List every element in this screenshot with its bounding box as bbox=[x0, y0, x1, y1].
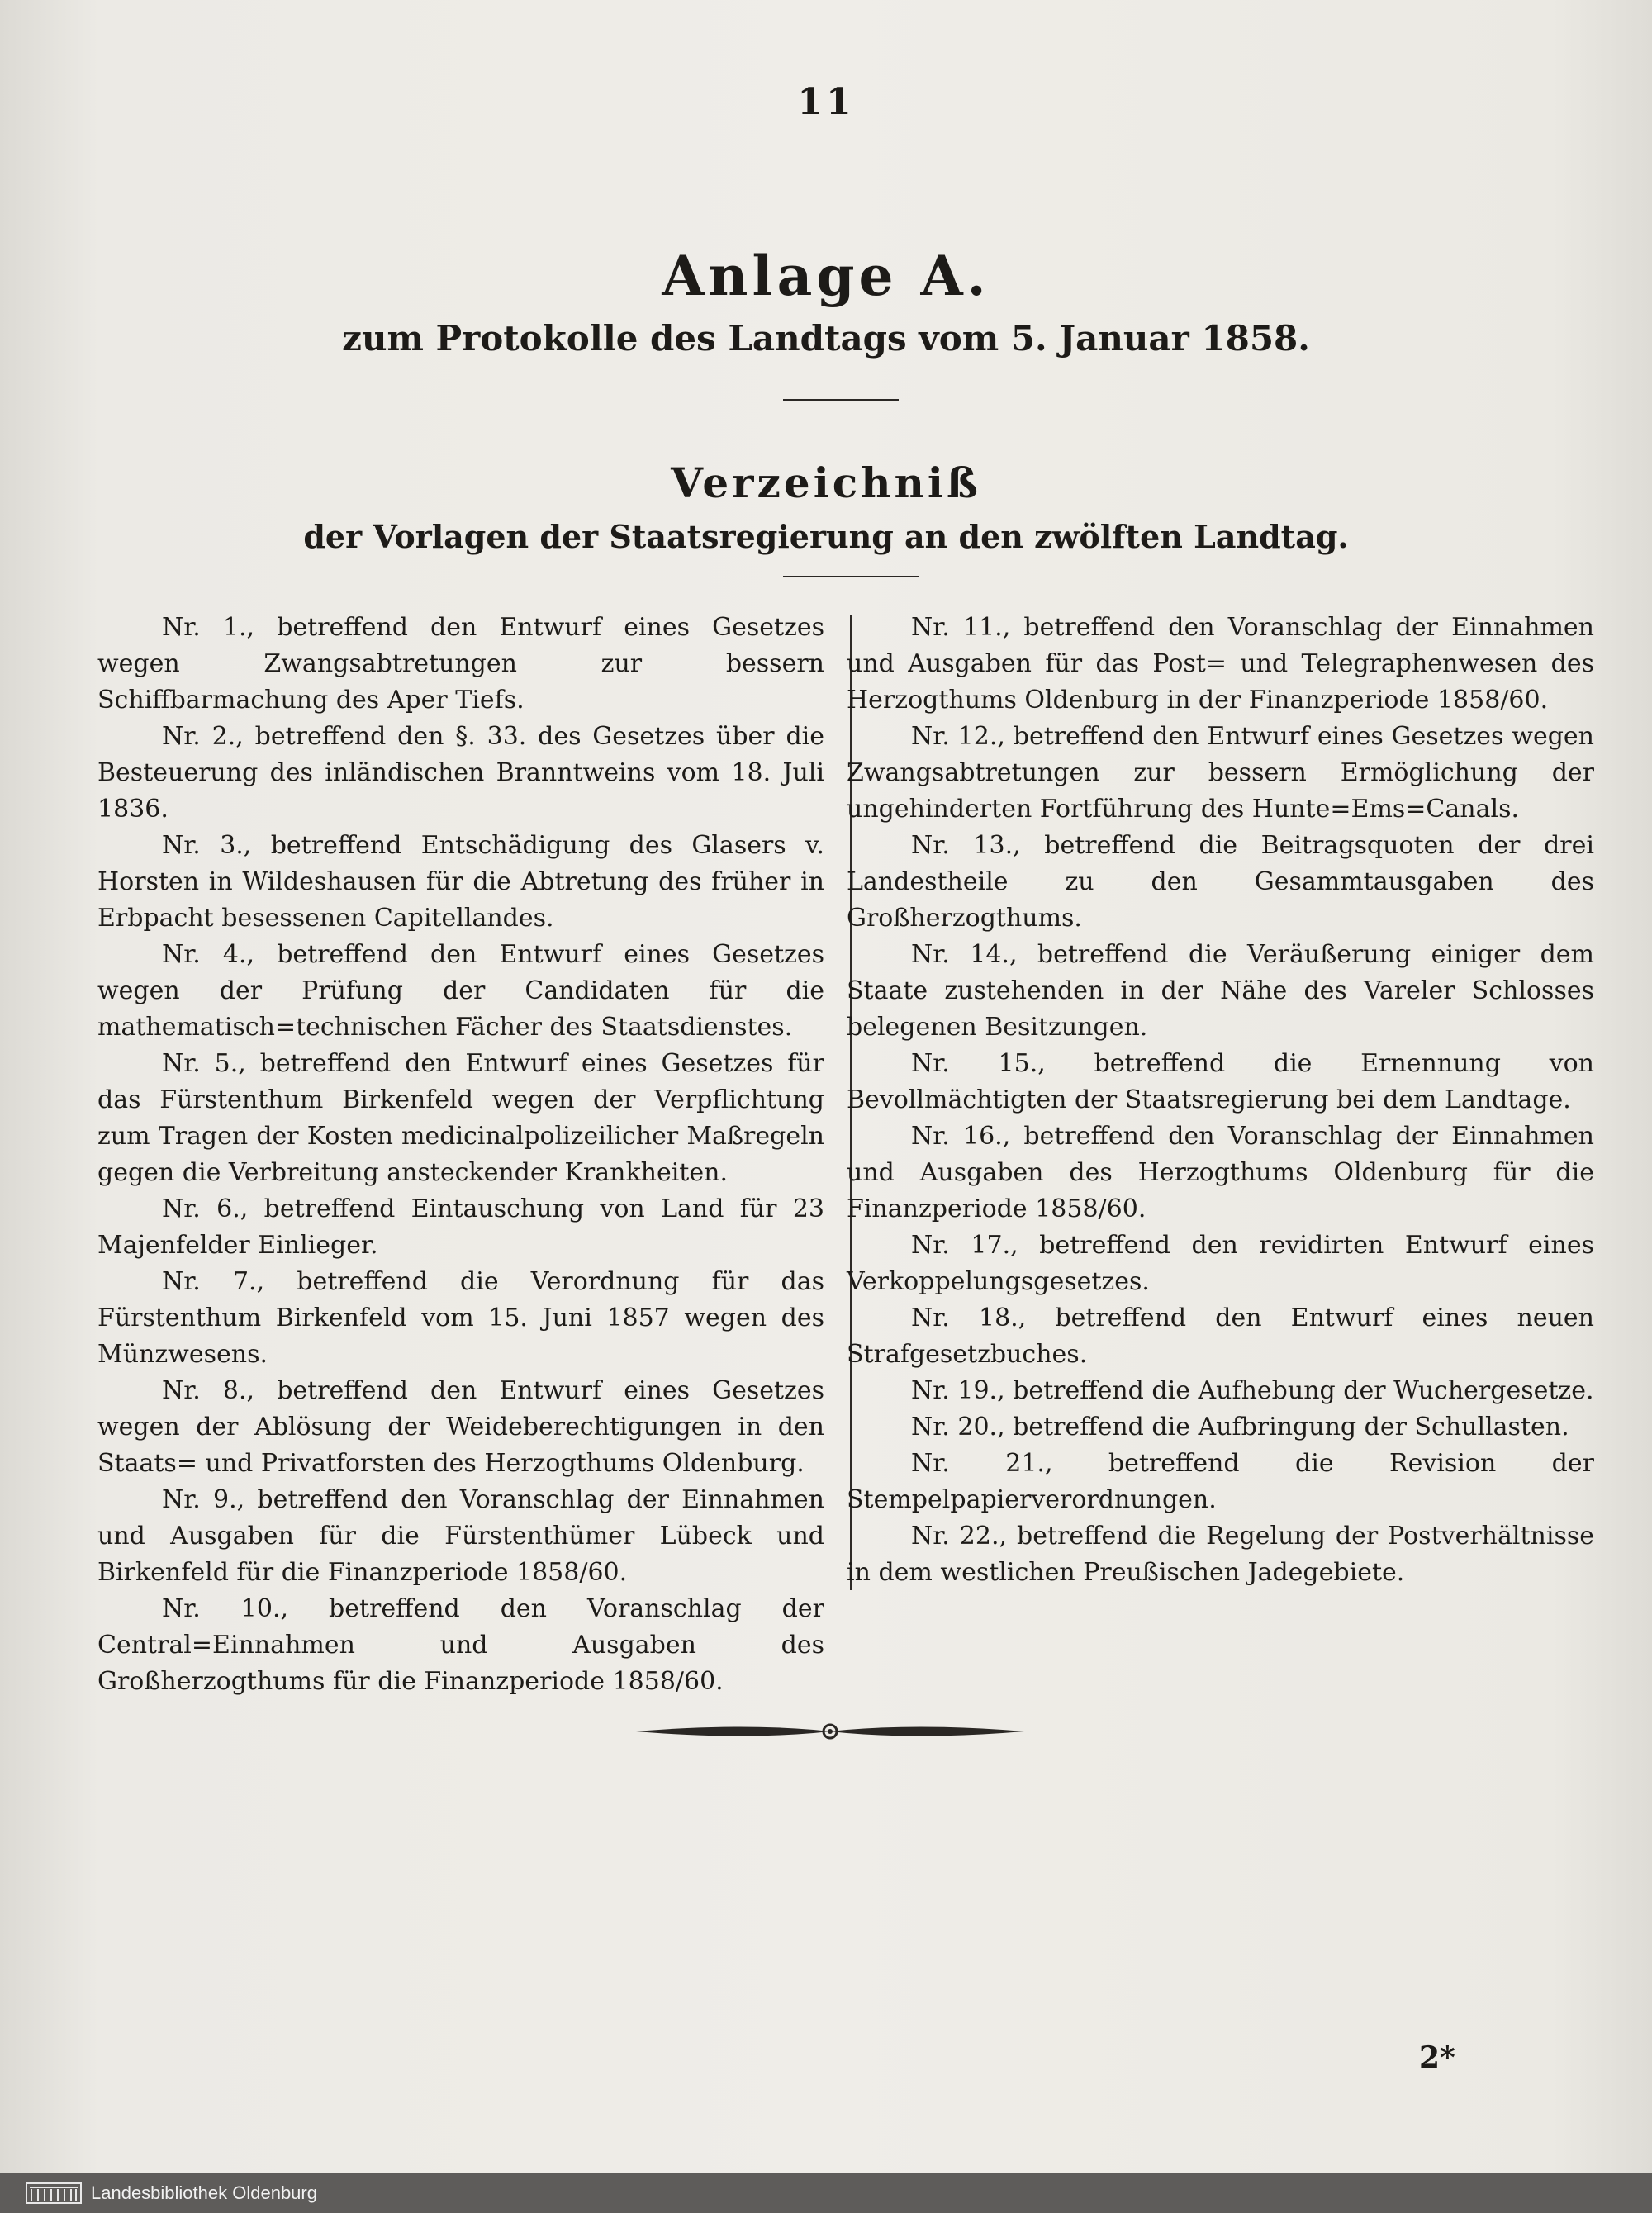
item-text: betreffend die Ernennung von Bevollmächtigten der Staatsregierung bei dem Landtage. bbox=[847, 1049, 1594, 1114]
right-column bbox=[847, 610, 1594, 1591]
item-number: Nr. 22., bbox=[911, 1522, 1008, 1551]
list-item bbox=[847, 1046, 1594, 1118]
item-number: Nr. 17., bbox=[911, 1231, 1018, 1260]
list-item bbox=[97, 1046, 824, 1191]
item-number: Nr. 14., bbox=[911, 940, 1018, 969]
ornament-divider-icon bbox=[636, 1720, 1024, 1743]
list-item bbox=[97, 937, 824, 1046]
left-column bbox=[97, 610, 824, 1700]
list-subheading: der Vorlagen der Staatsregierung an den zwölften Landtag. bbox=[303, 518, 1349, 555]
list-item bbox=[97, 828, 824, 937]
item-number: Nr. 18., bbox=[911, 1304, 1027, 1332]
list-item bbox=[847, 828, 1594, 937]
item-number: Nr. 2., bbox=[162, 722, 244, 751]
library-label: Landesbibliothek Oldenburg bbox=[91, 2182, 317, 2203]
item-number: Nr. 1., bbox=[162, 613, 255, 642]
page-number: 11 bbox=[797, 81, 855, 123]
list-item bbox=[847, 719, 1594, 828]
item-text: betreffend den Entwurf eines neuen Strafgesetzbuches. bbox=[847, 1304, 1594, 1369]
list-heading: Verzeichniß bbox=[671, 458, 981, 507]
item-number: Nr. 10., bbox=[162, 1594, 289, 1623]
item-text: betreffend den revidirten Entwurf eines Verkoppelungsgesetzes. bbox=[847, 1231, 1594, 1296]
item-text: betreffend den Entwurf eines Gesetzes wegen Zwangsabtretungen zur bessern Schiffbarmachung des Aper Tiefs. bbox=[97, 613, 824, 715]
item-text: betreffend den Entwurf eines Gesetzes wegen der Ablösung der Weideberechtigungen in den Staats= und Privatforsten des Herzogthums Oldenburg. bbox=[97, 1376, 824, 1478]
list-item bbox=[847, 1300, 1594, 1373]
item-number: Nr. 3., bbox=[162, 831, 252, 860]
item-number: Nr. 9., bbox=[162, 1485, 245, 1514]
item-text: betreffend die Beitragsquoten der drei Landestheile zu den Gesammtausgaben des Großherzogthums. bbox=[847, 831, 1594, 933]
item-number: Nr. 21., bbox=[911, 1449, 1053, 1478]
list-item bbox=[97, 610, 824, 719]
item-text: betreffend die Veräußerung einiger dem Staate zustehenden in der Nähe des Vareler Schlosses belegenen Besitzungen. bbox=[847, 940, 1594, 1042]
item-number: Nr. 7., bbox=[162, 1267, 265, 1296]
list-item bbox=[847, 1373, 1594, 1409]
list-item bbox=[847, 937, 1594, 1046]
list-item bbox=[847, 1118, 1594, 1228]
item-number: Nr. 4., bbox=[162, 940, 255, 969]
list-item bbox=[97, 1591, 824, 1700]
list-item bbox=[97, 1191, 824, 1264]
list-item bbox=[97, 719, 824, 828]
annex-subtitle: zum Protokolle des Landtags vom 5. Januar 1858. bbox=[342, 318, 1310, 359]
item-number: Nr. 15., bbox=[911, 1049, 1046, 1078]
item-text: betreffend den Voranschlag der Einnahmen und Ausgaben des Herzogthums Oldenburg für die Finanzperiode 1858/60. bbox=[847, 1122, 1594, 1223]
list-item bbox=[97, 1482, 824, 1591]
item-text: betreffend den §. 33. des Gesetzes über die Besteuerung des inländischen Branntweins vom 18. Juli 1836. bbox=[97, 722, 824, 824]
title-divider bbox=[783, 399, 899, 401]
item-number: Nr. 13., bbox=[911, 831, 1021, 860]
heading-divider bbox=[783, 576, 919, 577]
library-building-icon bbox=[25, 2181, 83, 2206]
signature-mark: 2* bbox=[1419, 2040, 1455, 2075]
item-text: betreffend den Entwurf eines Gesetzes wegen Zwangsabtretungen zur bessern Ermöglichung der ungehinderten Fortführung des Hunte=Ems=Canals. bbox=[847, 722, 1594, 824]
list-item bbox=[97, 1373, 824, 1482]
item-number: Nr. 19., bbox=[911, 1376, 1005, 1405]
item-text: betreffend den Voranschlag der Einnahmen und Ausgaben für die Fürstenthümer Lübeck und Birkenfeld für die Finanzperiode 1858/60. bbox=[97, 1485, 824, 1587]
item-number: Nr. 6., bbox=[162, 1194, 249, 1223]
item-text: betreffend Entschädigung des Glasers v. Horsten in Wildeshausen für die Abtretung des früher in Erbpacht besessenen Capitellandes. bbox=[97, 831, 824, 933]
item-number: Nr. 20., bbox=[911, 1413, 1005, 1441]
item-number: Nr. 16., bbox=[911, 1122, 1011, 1151]
item-number: Nr. 8., bbox=[162, 1376, 255, 1405]
item-text: betreffend den Entwurf eines Gesetzes für das Fürstenthum Birkenfeld wegen der Verpflichtung zum Tragen der Kosten medicinalpolizeilicher Maßregeln gegen die Verbreitung ansteckender Krankheiten. bbox=[97, 1049, 824, 1187]
item-text: betreffend die Verordnung für das Fürstenthum Birkenfeld vom 15. Juni 1857 wegen des Münzwesens. bbox=[97, 1267, 824, 1369]
list-item bbox=[847, 1446, 1594, 1518]
item-number: Nr. 12., bbox=[911, 722, 1005, 751]
list-item bbox=[97, 1264, 824, 1373]
list-item bbox=[847, 1228, 1594, 1300]
item-text: betreffend die Aufhebung der Wuchergesetze. bbox=[1013, 1376, 1594, 1405]
list-item bbox=[847, 1409, 1594, 1446]
item-text: betreffend die Aufbringung der Schullasten. bbox=[1013, 1413, 1569, 1441]
item-text: betreffend den Voranschlag der Einnahmen und Ausgaben für das Post= und Telegraphenwesen des Herzogthums Oldenburg in der Finanzperiode 1858/60. bbox=[847, 613, 1594, 715]
item-number: Nr. 11., bbox=[911, 613, 1011, 642]
list-item bbox=[847, 1518, 1594, 1591]
item-text: betreffend Eintauschung von Land für 23 Majenfelder Einlieger. bbox=[97, 1194, 824, 1260]
item-text: betreffend den Voranschlag der Central=Einnahmen und Ausgaben des Großherzogthums für die Finanzperiode 1858/60. bbox=[97, 1594, 824, 1696]
annex-title: Anlage A. bbox=[662, 244, 990, 308]
item-number: Nr. 5., bbox=[162, 1049, 246, 1078]
list-item bbox=[847, 610, 1594, 719]
item-text: betreffend die Revision der Stempelpapierverordnungen. bbox=[847, 1449, 1594, 1514]
item-text: betreffend den Entwurf eines Gesetzes wegen der Prüfung der Candidaten für die mathematisch=technischen Fächer des Staatsdienstes. bbox=[97, 940, 824, 1042]
item-text: betreffend die Regelung der Postverhältnisse in dem westlichen Preußischen Jadegebiete. bbox=[847, 1522, 1594, 1587]
